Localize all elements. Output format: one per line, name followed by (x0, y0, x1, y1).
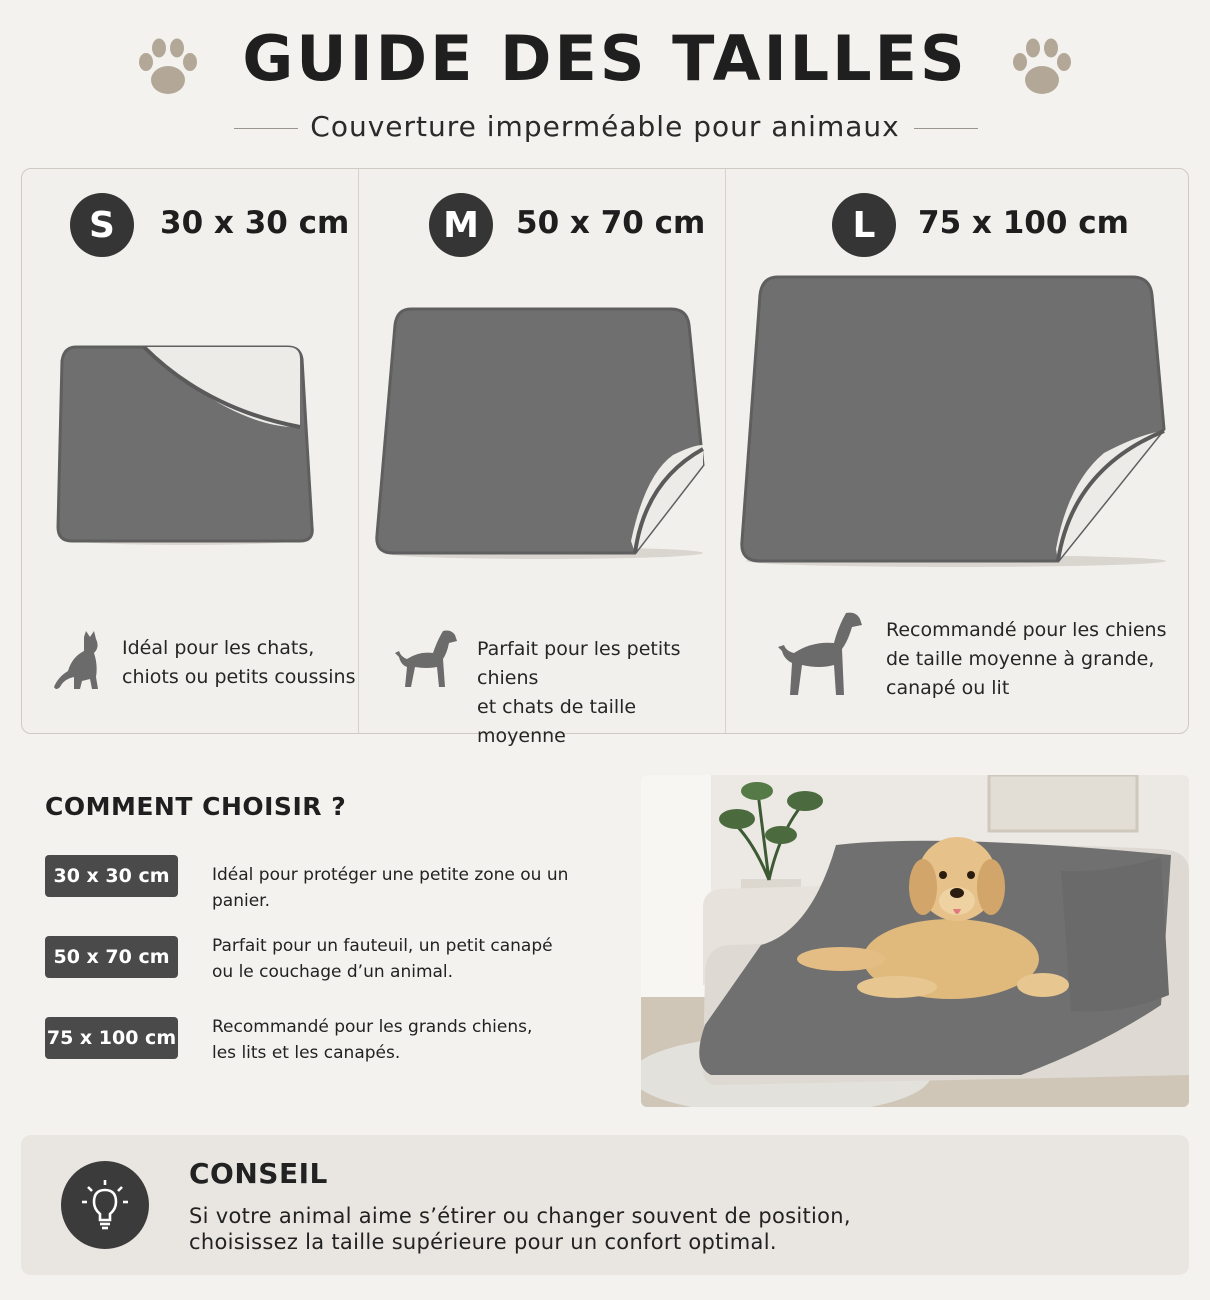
description-line: canapé ou lit (886, 677, 1010, 699)
choose-description (212, 1014, 532, 1066)
description-line: Idéal pour protéger une petite zone ou un panier. (212, 865, 569, 911)
header (0, 0, 1210, 160)
tip-line: Si votre animal aime s’étirer ou changer souvent de position, (189, 1204, 851, 1228)
choose-title: COMMENT CHOISIR ? (45, 792, 347, 821)
choose-row (45, 855, 625, 911)
blanket-small-image (56, 339, 316, 549)
tip-title: CONSEIL (189, 1157, 328, 1190)
size-card-l (725, 169, 1188, 733)
description-line: Recommandé pour les grands chiens, (212, 1017, 533, 1037)
tip-text (189, 1203, 851, 1255)
size-badge: S (70, 193, 134, 257)
cat-icon (52, 631, 104, 693)
description-line: Parfait pour un fauteuil, un petit canapé (212, 936, 553, 956)
description-line: ou le couchage d’un animal. (212, 962, 454, 982)
page-title: GUIDE DES TAILLES (242, 22, 968, 95)
sizes-panel (21, 168, 1189, 747)
size-description (122, 634, 355, 692)
large-dog-icon (776, 609, 866, 699)
choose-description (212, 933, 553, 985)
divider (914, 128, 978, 129)
size-description (477, 635, 725, 751)
size-card-s (22, 169, 358, 733)
description-line: les lits et les canapés. (212, 1043, 401, 1063)
tip-icon-container (61, 1161, 149, 1249)
dog-on-sofa-photo (641, 775, 1189, 1107)
size-badge: M (429, 193, 493, 257)
size-dimensions: 75 x 100 cm (918, 205, 1129, 241)
size-pill: 30 x 30 cm (45, 855, 178, 897)
small-dog-icon (393, 627, 459, 693)
blanket-large-image (738, 273, 1174, 569)
description-line: de taille moyenne à grande, (886, 648, 1155, 670)
description-line: et chats de taille moyenne (477, 696, 637, 747)
size-dimensions: 50 x 70 cm (516, 205, 706, 241)
lightbulb-icon (80, 1178, 130, 1232)
blanket-medium-image (373, 305, 713, 561)
size-badge: L (832, 193, 896, 257)
size-pill: 75 x 100 cm (45, 1017, 178, 1059)
tip-panel (21, 1135, 1189, 1275)
size-description (886, 616, 1166, 703)
choose-description (212, 862, 625, 914)
size-card-m (358, 169, 725, 747)
tip-line: choisissez la taille supérieure pour un confort optimal. (189, 1230, 777, 1254)
size-pill: 50 x 70 cm (45, 936, 178, 978)
description-line: Idéal pour les chats, (122, 637, 315, 659)
paw-icon (1008, 36, 1076, 100)
description-line: Recommandé pour les chiens (886, 619, 1167, 641)
choose-row (45, 1017, 625, 1067)
description-line: Parfait pour les petits chiens (477, 638, 681, 689)
choose-row (45, 936, 625, 986)
page-subtitle: Couverture imperméable pour animaux (310, 110, 900, 143)
description-line: chiots ou petits coussins (122, 666, 356, 688)
size-dimensions: 30 x 30 cm (160, 205, 350, 241)
